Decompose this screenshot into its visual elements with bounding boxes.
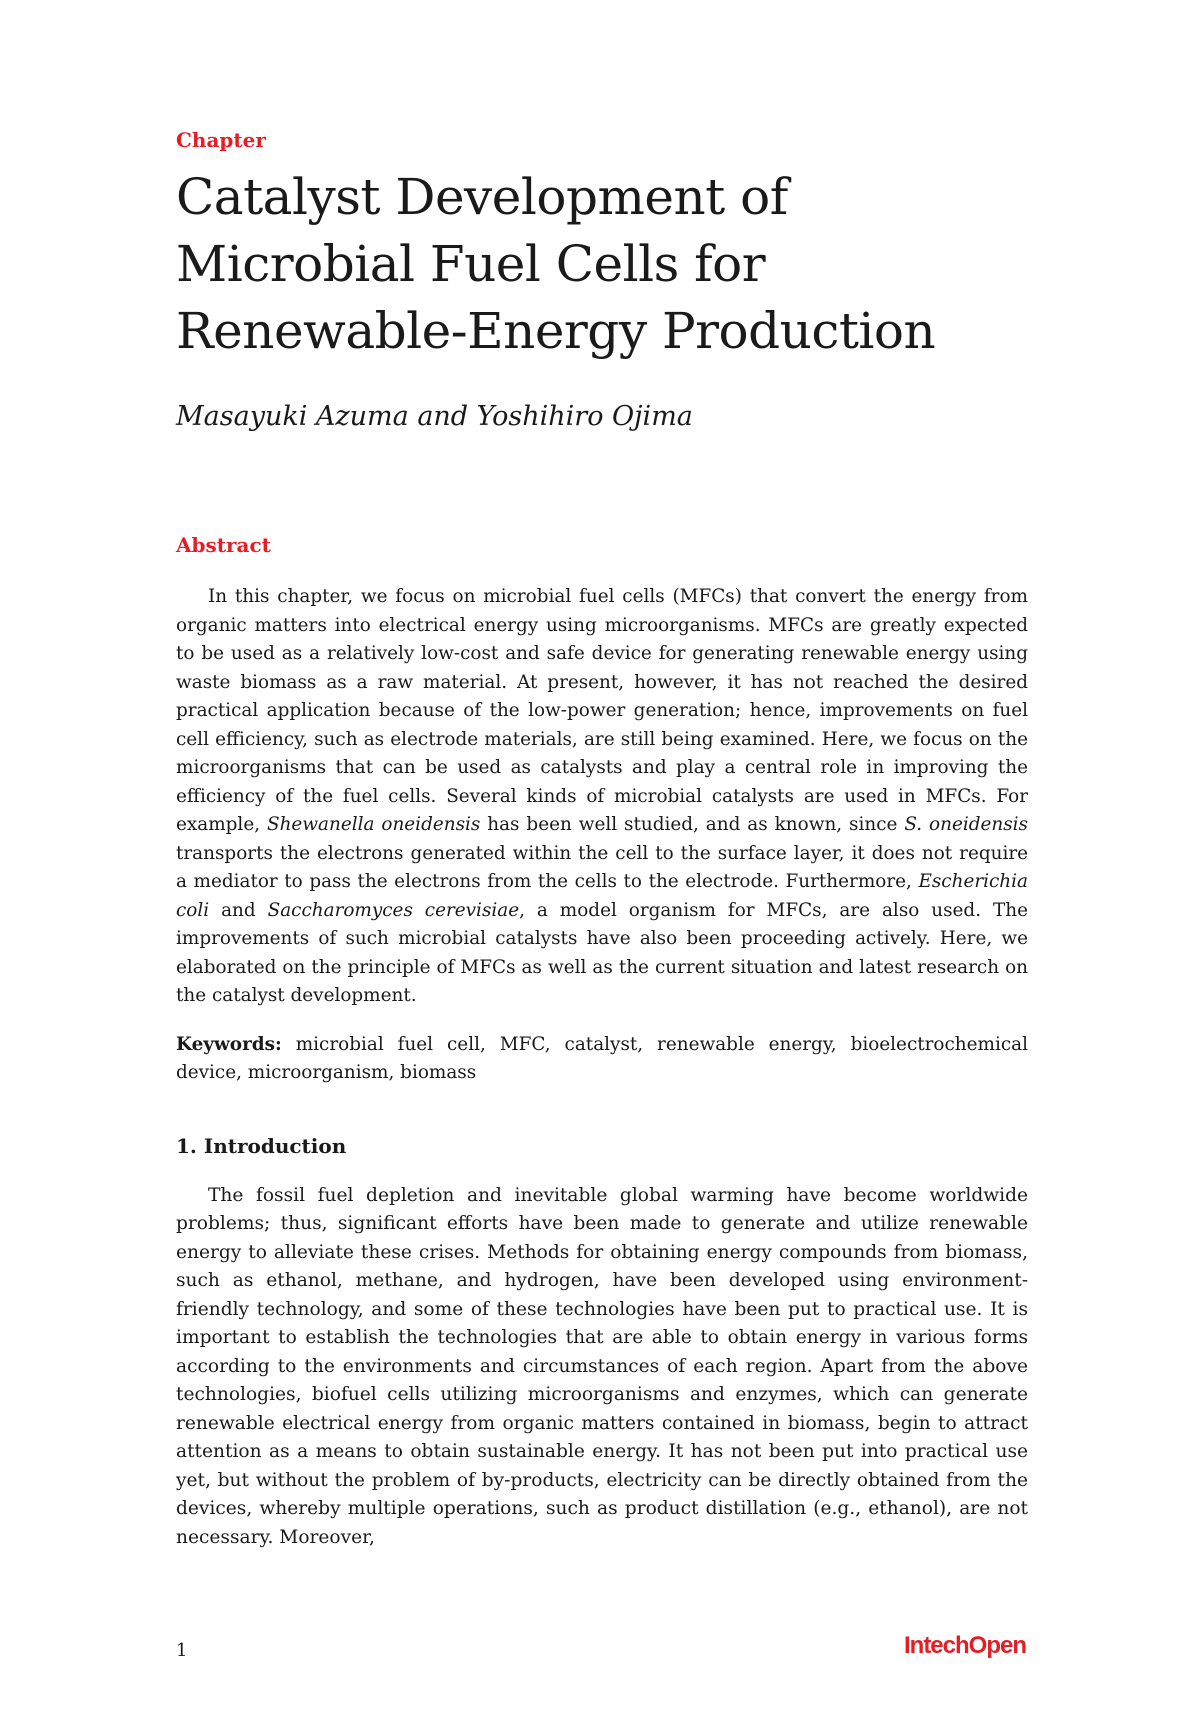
page-content [176,126,1028,1552]
page-number: 1 [176,1640,188,1661]
abstract-text-3: transports the electrons generated within the cell to the surface layer, it does not require a mediator to pass the electrons from the cells to the electrode. Furthermore, [176,842,1028,892]
publisher-logo: IntechOpen [903,1632,1026,1659]
chapter-label: Chapter [176,128,266,152]
abstract-text-1: In this chapter, we focus on microbial fuel cells (MFCs) that convert the energy from organic matters into electrical energy using microorganisms. MFCs are greatly expected to be used as a relatively low-cost and safe device for generating renewable energy using waste biomass as a raw material. At present, however, it has not reached the desired practical application because of the low-power generation; hence, improvements on fuel cell efficiency, such as electrode materials, are still being examined. Here, we focus on the microorganisms that can be used as catalysts and play a central role in improving the efficiency of the fuel cells. Several kinds of microbial catalysts are used in MFCs. For example, [176,586,1028,835]
authors: Masayuki Azuma and Yoshihiro Ojima [176,401,693,432]
species-name: Escherichia coli [176,871,1028,921]
abstract-text-5: , a model organism for MFCs, are also used. The improvements of such microbial catalysts have also been proceeding actively. Here, we elaborated on the principle of MFCs as well as the current situation and latest research on the catalyst development. [176,899,1028,1006]
abstract-heading: Abstract [176,533,271,557]
species-name: Shewanella oneidensis [266,814,481,835]
introduction-paragraph: The fossil fuel depletion and inevitable global warming have become worldwide problems; thus, significant efforts have been made to generate and utilize renewable energy to alleviate these crises. Methods for obtaining energy compounds from biomass, such as ethanol, methane, and hydrogen, have been developed using environment-friendly technology, and some of these technologies have been put to practical use. It is important to establish the technologies that are able to obtain energy in various forms according to the environments and circumstances of each region. Apart from the above technologies, biofuel cells utilizing microorganisms and enzymes, which can generate renewable electrical energy from organic matters contained in biomass, begin to attract attention as a means to obtain sustainable energy. It has not been put into practical use yet, but without the problem of by-products, electricity can be directly obtained from the devices, whereby multiple operations, such as product distillation (e.g., ethanol), are not necessary. Moreover, [176,1184,1028,1548]
keywords-label: Keywords: [176,1033,282,1055]
keywords-text: microbial fuel cell, MFC, catalyst, renewable energy, bioelectrochemical device, microorganism, biomass [176,1033,1028,1083]
species-name: Saccharomyces cerevisiae [267,899,520,921]
abstract-paragraph [176,583,1028,1011]
chapter-title: Catalyst Development of Microbial Fuel Cells for Renewable-Energy Production [176,168,936,360]
species-name: S. oneidensis [904,814,1028,835]
keywords-paragraph [176,1031,1028,1088]
abstract-text-4: and [209,899,268,921]
abstract-text-2: has been well studied, and as known, since [480,814,905,835]
section-heading-introduction: 1. Introduction [176,1133,347,1158]
